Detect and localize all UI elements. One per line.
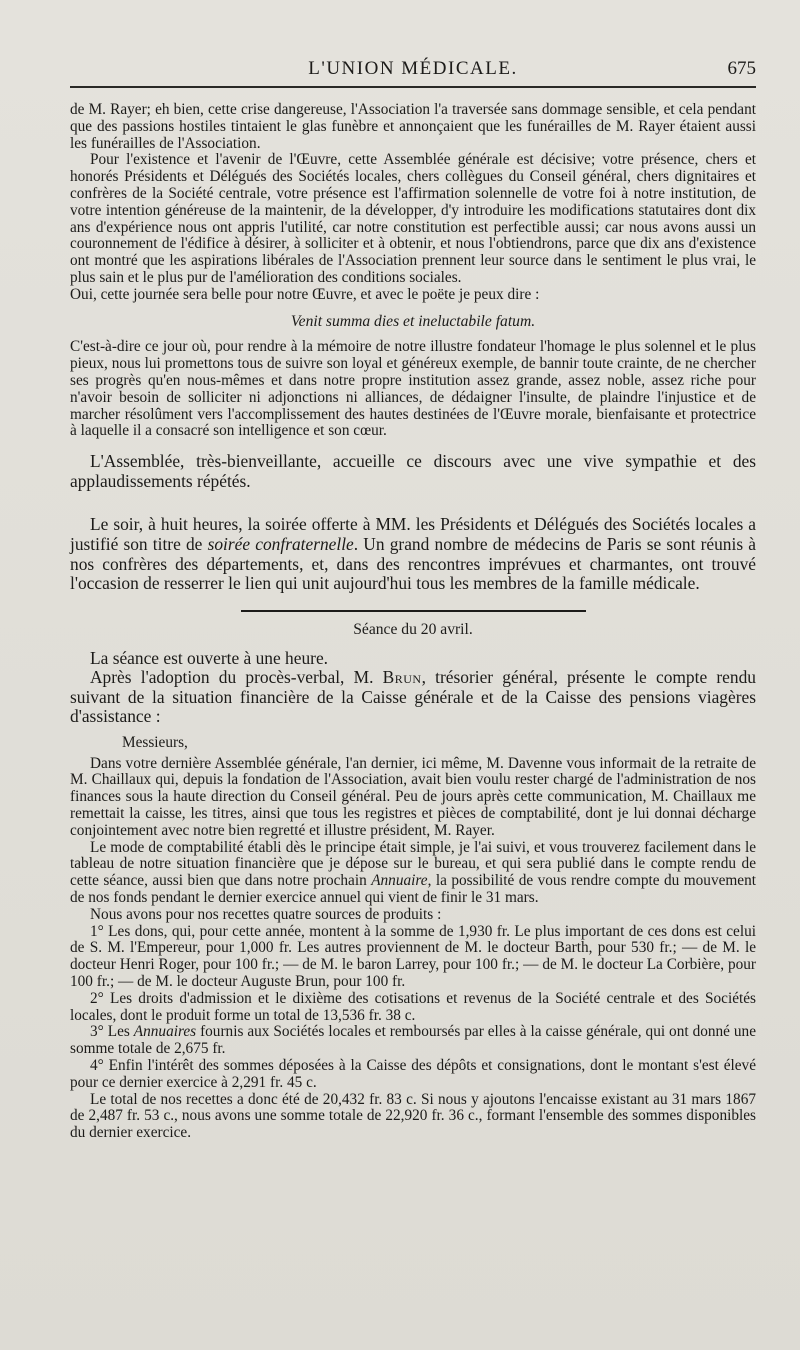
paragraph: Le total de nos recettes a donc été de 20,432 fr. 83 c. Si nous y ajoutons l'encaisse existant au 31 mars 1867 de 2,487 fr. 53 c., nous avons une somme totale de 22,920 fr. 36 c., formant l'ensemble des sommes disponibles du dernier exercice. xyxy=(70,1090,756,1142)
paragraph: Dans votre dernière Assemblée générale, l'an dernier, ici même, M. Davenne vous informait de la retraite de M. Chaillaux qui, depuis la fondation de l'Association, avait bien voulu rester chargé de l'administration de nos finances sous la haute direction du Conseil général. Peu de jours après cette communication, M. Chaillaux me remettait la caisse, les titres, ainsi que tous les registres et pièces de comptabilité, dont je lui donnai décharge conjointement avec notre bien regretté et illustre président, M. Rayer. xyxy=(70,754,756,839)
section-divider xyxy=(241,610,586,612)
paragraph: Nous avons pour nos recettes quatre sources de produits : xyxy=(90,905,442,923)
salutation: Messieurs, xyxy=(122,733,188,751)
paragraph: 3° Les Annuaires fournis aux Sociétés locales et remboursés par elles à la caisse générale, qui ont donné une somme totale de 2,675 fr. xyxy=(70,1023,756,1058)
paragraph: Oui, cette journée sera belle pour notre Œuvre, et avec le poëte je peux dire : xyxy=(70,285,540,303)
paragraph: Après l'adoption du procès-verbal, M. Brun, trésorier général, présente le compte rendu suivant de la situation financière de la Caisse générale et de la Caisse des pensions viagères d'assistance : xyxy=(70,667,756,727)
paragraph: La séance est ouverte à une heure. xyxy=(90,647,329,668)
paragraph: Pour l'existence et l'avenir de l'Œuvre, cette Assemblée générale est décisive; votre présence, chers et honorés Présidents et Délégués des Sociétés locales, chers collègues du Conseil général, chers dignitaires et confrères de la Société centrale, votre présence est l'affirmation solennelle de votre foi à notre institution, de votre intention généreuse de la maintenir, de la développer, d'y introduire les modifications statutaires dont dix ans d'expérience nous ont appris l'utilité, car notre constitution est perfectible aussi; car nous avons aussi un couronnement de l'édifice à désirer, à solliciter et à obtenir, et nous l'obtiendrons, parce que dix ans d'existence ont montré que les aspirations libérales de l'Association prennent leur source dans le sentiment le plus vrai, le plus sain et le plus pur de l'amélioration des conditions sociales. xyxy=(70,151,756,286)
paragraph: 4° Enfin l'intérêt des sommes déposées à la Caisse des dépôts et consignations, dont le montant s'est élevé pour ce dernier exercice à 2,291 fr. 45 c. xyxy=(70,1057,756,1091)
page-header xyxy=(70,56,756,88)
paragraph: de M. Rayer; eh bien, cette crise dangereuse, l'Association l'a traversée sans dommage sensible, et cela pendant que des passions hostiles tintaient le glas funèbre et annonçaient que les funérailles de M. Rayer étaient aussi les funérailles de l'Association. xyxy=(70,101,756,152)
paragraph: L'Assemblée, très-bienveillante, accueille ce discours avec une vive sympathie et des applaudissements répétés. xyxy=(70,451,756,491)
speaker-name: Brun xyxy=(382,667,422,688)
paragraph: C'est-à-dire ce jour où, pour rendre à la mémoire de notre illustre fondateur l'homage le plus solennel et le plus pieux, nous lui promettons tous de suivre son loyal et généreux exemple, de bannir toute crainte, de ne chercher ses progrès qu'en nous-mêmes et dans notre propre institution assez grande, assez noble, assez riche pour n'avoir besoin de solliciter ni adjonctions ni alliances, de dédaigner l'insulte, de plaindre l'injustice et de marcher résolûment vers l'accomplissement des hautes destinées de l'Œuvre morale, bienfaisante et protectrice à laquelle il a consacré son intelligence et son cœur. xyxy=(70,338,756,440)
paragraph: 1° Les dons, qui, pour cette année, montent à la somme de 1,930 fr. Le plus important de ces dons est celui de S. M. l'Empereur, pour 1,000 fr. Les autres proviennent de M. le docteur Barth, pour 530 fr.; — de M. le docteur Henri Roger, pour 100 fr.; — de M. le baron Larrey, pour 100 fr.; — de M. le docteur La Corbière, pour 100 fr.; — de M. le docteur Auguste Brun, pour 100 fr. xyxy=(70,922,756,991)
article-body xyxy=(70,102,756,1142)
session-heading: Séance du 20 avril. xyxy=(353,620,473,638)
page-number: 675 xyxy=(727,58,756,79)
running-title: L'UNION MÉDICALE. xyxy=(308,58,518,79)
latin-quotation: Venit summa dies et ineluctabile fatum. xyxy=(290,312,536,330)
paragraph: Le soir, à huit heures, la soirée offerte à MM. les Présidents et Délégués des Sociétés locales a justifié son titre de soirée confraternelle. Un grand nombre de médecins de Paris se sont réunis à nos confrères des départements, et, dans des rencontres imprévues et charmantes, ont trouvé l'occasion de resserrer le lien qui unit aujourd'hui tous les membres de la famille médicale. xyxy=(70,514,756,594)
paragraph: Le mode de comptabilité établi dès le principe était simple, je l'ai suivi, et vous trouverez facilement dans le tableau de notre situation financière que je dépose sur le bureau, et qui sera publié dans le compte rendu de cette séance, aussi bien que dans notre prochain Annuaire, la possibilité de vous rendre compte du mouvement de nos fonds pendant le dernier exercice annuel qui vient de finir le 31 mars. xyxy=(70,838,756,907)
paragraph: 2° Les droits d'admission et le dixième des cotisations et revenus de la Société centrale et des Sociétés locales, dont le produit forme un total de 13,536 fr. 38 c. xyxy=(70,989,756,1024)
